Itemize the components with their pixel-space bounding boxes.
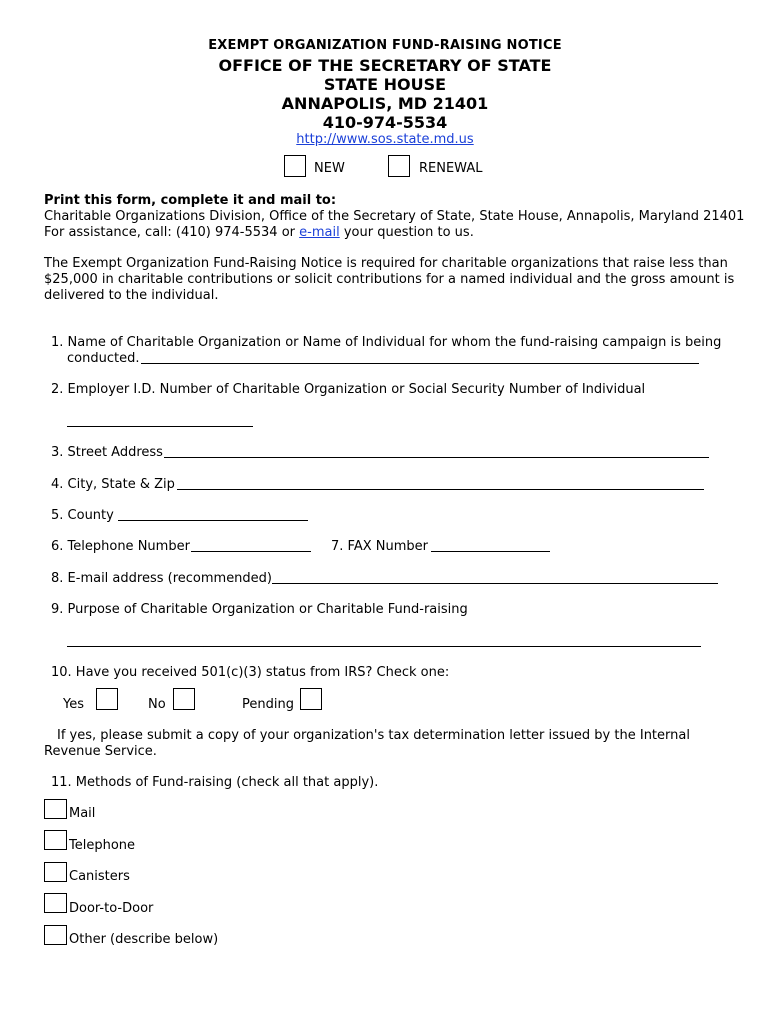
assistance-suffix: your question to us. (339, 225, 474, 240)
q9-input-line[interactable] (67, 634, 701, 651)
q10-yes-label: Yes (63, 697, 84, 712)
method-door-to-door-checkbox[interactable] (44, 893, 67, 917)
instructions-heading: Print this form, complete it and mail to: (44, 193, 337, 208)
form-title: EXEMPT ORGANIZATION FUND-RAISING NOTICE (208, 38, 562, 53)
q1-label-line1: 1. Name of Charitable Organization or Name of Individual for whom the fund-raising campaign is being (51, 335, 722, 350)
method-other-label: Other (describe below) (69, 932, 219, 947)
q8-label: 8. E-mail address (recommended) (51, 571, 272, 586)
q1-label-line2: conducted. (67, 351, 140, 366)
q1-input-line[interactable] (141, 351, 699, 368)
q4-input-line[interactable] (177, 477, 704, 494)
q8-input-line[interactable] (272, 571, 718, 588)
office-name: OFFICE OF THE SECRETARY OF STATE (218, 56, 552, 75)
q6-input-line[interactable] (191, 539, 311, 556)
q7-input-line[interactable] (431, 539, 550, 556)
q10-no-label: No (148, 697, 166, 712)
q5-input-line[interactable] (118, 508, 308, 525)
q11-label: 11. Methods of Fund-raising (check all that apply). (51, 775, 379, 790)
method-mail-checkbox[interactable] (44, 799, 67, 823)
q3-label: 3. Street Address (51, 445, 163, 460)
requirement-paragraph-line3: delivered to the individual. (44, 288, 219, 303)
method-other-checkbox[interactable] (44, 925, 67, 949)
phone-line: 410-974-5534 (322, 113, 448, 132)
city-line: ANNAPOLIS, MD 21401 (281, 94, 489, 113)
method-canisters-checkbox[interactable] (44, 862, 67, 886)
method-telephone-checkbox[interactable] (44, 830, 67, 854)
email-link[interactable]: e-mail (299, 225, 340, 240)
method-door-to-door-label: Door-to-Door (69, 901, 154, 916)
q10-yes-checkbox[interactable] (96, 688, 118, 714)
q10-pending-label: Pending (242, 697, 294, 712)
q10-label: 10. Have you received 501(c)(3) status from IRS? Check one: (51, 665, 450, 680)
mailing-address: Charitable Organizations Division, Office of the Secretary of State, State House, Annapolis, Maryland 21401 (44, 209, 745, 224)
website-link[interactable]: http://www.sos.state.md.us (296, 132, 474, 147)
new-label: NEW (314, 161, 345, 176)
q9-label: 9. Purpose of Charitable Organization or Charitable Fund-raising (51, 602, 468, 617)
renewal-label: RENEWAL (419, 161, 483, 176)
q2-label: 2. Employer I.D. Number of Charitable Organization or Social Security Number of Individual (51, 382, 646, 397)
assistance-line (44, 225, 474, 240)
method-canisters-label: Canisters (69, 869, 130, 884)
q10-pending-checkbox[interactable] (300, 688, 322, 714)
q3-input-line[interactable] (164, 445, 709, 462)
method-mail-label: Mail (69, 806, 96, 821)
q10-no-checkbox[interactable] (173, 688, 195, 714)
q7-label: 7. FAX Number (331, 539, 428, 554)
requirement-paragraph-line2: $25,000 in charitable contributions or solicit contributions for a named individual and the gross amount is (44, 272, 735, 287)
new-checkbox[interactable] (284, 155, 306, 181)
building-name: STATE HOUSE (323, 75, 447, 94)
q6-label: 6. Telephone Number (51, 539, 190, 554)
method-telephone-label: Telephone (69, 838, 136, 853)
q5-label: 5. County (51, 508, 114, 523)
q10-note-line2: Revenue Service. (44, 744, 157, 759)
renewal-checkbox[interactable] (388, 155, 410, 181)
q4-label: 4. City, State & Zip (51, 477, 175, 492)
q10-note-line1: If yes, please submit a copy of your organization's tax determination letter issued by the Internal (57, 728, 690, 743)
assistance-prefix: For assistance, call: (410) 974-5534 or (44, 225, 300, 240)
requirement-paragraph-line1: The Exempt Organization Fund-Raising Notice is required for charitable organizations that raise less than (44, 256, 728, 271)
q2-input-line[interactable] (67, 414, 253, 431)
